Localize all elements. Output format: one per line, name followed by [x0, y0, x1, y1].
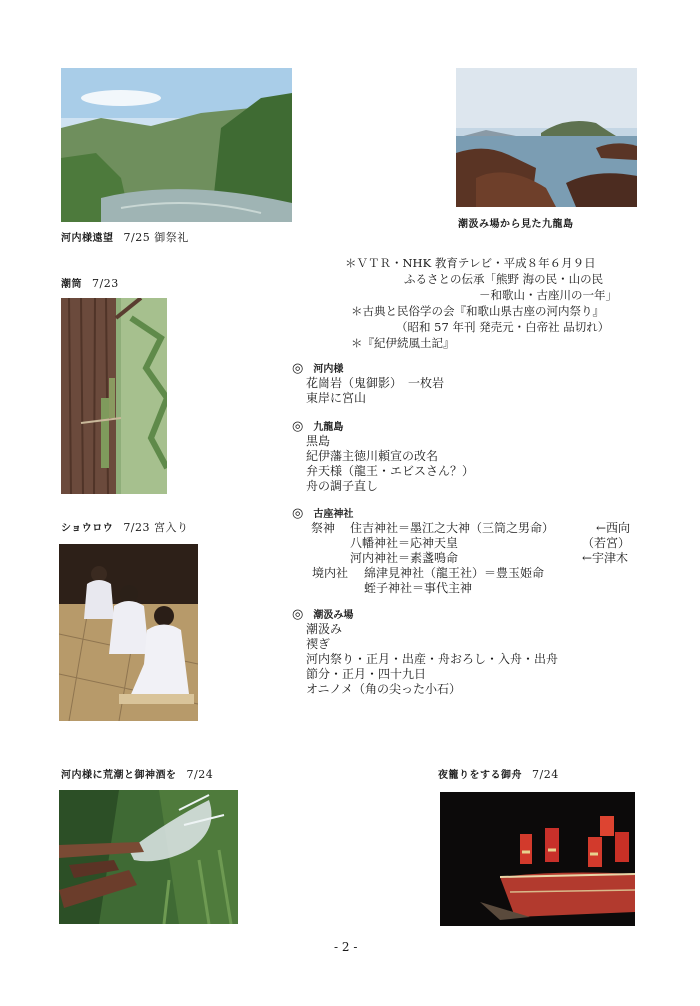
kuryujima-photo [456, 68, 637, 207]
caption-date: 7/23 [92, 277, 119, 290]
kawachi-line: 東岸に宮山 [306, 391, 367, 405]
caption-date: 7/23 宮入り [123, 521, 189, 534]
section-heading-shiokumi [292, 606, 353, 622]
section-heading-koza [292, 505, 353, 521]
saijin-note: ←西向 [596, 521, 631, 535]
saijin-label: 祭神 [311, 521, 336, 535]
caption-araishio [61, 766, 213, 781]
kuryu-line: 舟の調子直し [306, 479, 379, 493]
caption-shiozutsu [61, 275, 119, 290]
kawachi-landscape-photo [61, 68, 292, 222]
caption-title: 夜籠りをする御舟 [438, 770, 522, 781]
caption-date: 7/25 御祭礼 [123, 231, 189, 244]
shiokumi-line: オニノメ（角の尖った小石） [306, 682, 462, 696]
saijin-note: ←宇津木 [582, 551, 629, 565]
heading-text: 潮汲み場 [313, 610, 354, 621]
kawachi-line: 花崗岩（鬼御影） 一枚岩 [306, 376, 445, 390]
shiokumi-line: 潮汲み [306, 622, 343, 636]
keidai-entry: 蛭子神社＝事代主神 [364, 581, 473, 595]
keidai-label: 境内社 [312, 566, 349, 580]
kuryu-line: 黒島 [306, 434, 331, 448]
bullet-mark: ◎ [292, 419, 304, 434]
bullet-mark: ◎ [292, 361, 304, 376]
page-number: - 2 - [334, 940, 358, 954]
heading-text: 九龍島 [313, 422, 344, 433]
shiokumi-line: 節分・正月・四十九日 [306, 667, 427, 681]
caption-title: 河内様に荒潮と御神酒を [61, 770, 177, 781]
night-boat-photo [440, 792, 635, 926]
caption-kuryujima [458, 215, 574, 230]
caption-title: 潮汲み場から見た九龍島 [458, 219, 574, 230]
section-heading-kawachi [292, 360, 343, 376]
caption-date: 7/24 [532, 768, 559, 781]
saijin-entry: 河内神社＝素盞鳴命 [350, 551, 459, 565]
heading-text: 河内様 [313, 364, 344, 375]
bullet-mark: ◎ [292, 607, 304, 622]
reference-book-note: （昭和 57 年刊 発売元・白帝社 品切れ） [396, 320, 610, 334]
caption-yogomori [438, 766, 559, 781]
caption-kawachi-view [61, 229, 189, 245]
saijin-entry: 八幡神社＝応神天皇 [350, 536, 459, 550]
shiokumi-line: 河内祭り・正月・出産・舟おろし・入舟・出舟 [306, 652, 559, 666]
caption-shouroo [61, 519, 189, 535]
reference-fudoki: ＊『紀伊続風土記』 [351, 336, 455, 350]
caption-date: 7/24 [186, 768, 214, 781]
section-heading-kuryu [292, 418, 343, 434]
shiokumi-line: 禊ぎ [306, 637, 331, 651]
saijin-note: （若宮） [582, 536, 631, 550]
shouroo-children-photo [59, 544, 198, 721]
caption-title: 河内様遠望 [61, 233, 114, 244]
keidai-entry: 綿津見神社（龍王社）＝豊玉姫命 [364, 566, 545, 580]
reference-vtr-title: ふるさとの伝承「熊野 海の民・山の民 [404, 272, 604, 286]
kuryu-line: 弁天様（龍王・エビスさん？） [306, 464, 475, 478]
bullet-mark: ◎ [292, 506, 304, 521]
offering-photo [59, 790, 238, 924]
kuryu-line: 紀伊藩主徳川頼宣の改名 [306, 449, 439, 463]
reference-vtr-subtitle: －和歌山・古座川の一年」 [479, 288, 617, 302]
saijin-entry: 住吉神社＝墨江之大神（三筒之男命） [350, 521, 555, 535]
reference-vtr: ＊ＶＴＲ・NHK 教育テレビ・平成８年６月９日 [345, 256, 596, 270]
caption-title: 潮筒 [61, 279, 82, 290]
shiozutsu-tree-photo [61, 298, 167, 494]
caption-title: ショウロウ [61, 523, 114, 534]
reference-book: ＊古典と民俗学の会『和歌山県古座の河内祭り』 [351, 304, 604, 318]
heading-text: 古座神社 [313, 509, 354, 520]
